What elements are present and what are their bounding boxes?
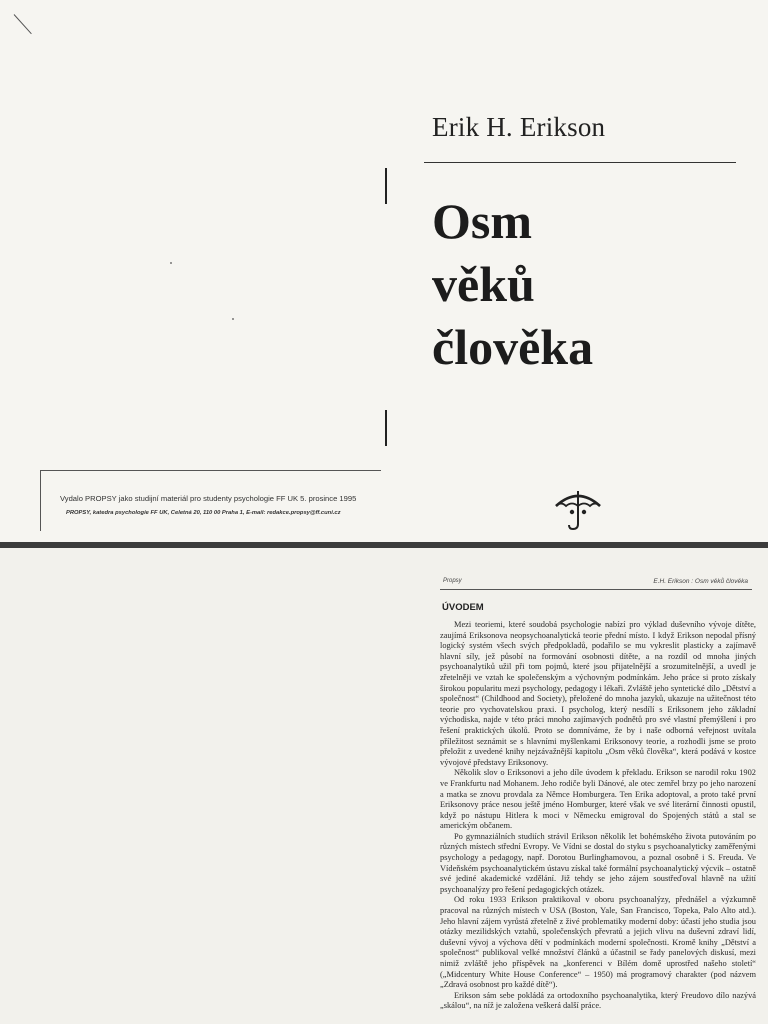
paragraph: Mezi teoriemi, které soudobá psychologie nabízí pro výklad duševního vývoje dítěte, zaujímá Eriksonova neopsychoanalytická teorie přední místo. I když Erikson nepodal přísný logický systém všech svých předpokladů, podařilo se mu vykreslit plasticky a zajímavě hlavní síly, jež působí na formování osobnosti dítěte, a na rozdíl od mnoha jiných psychoanalytiků užil při tom pojmů, které jsou přijatelnější a srozumitelnější, a uvedl je zřetelněji ve vztah ke společenským a výchovným podmínkám. Jeho práce si proto získaly širokou popularitu mezi psychology, pedagogy i lékaři. Zvláště jeho syntetické dílo „Dětství a společnost“ (Childhood and Society), přeložené do mnoha jazyků, ukazuje na užitečnost této teorie pro vychovatelskou praxi. I psycholog, který nesdílí s Eriksonem jeho základní východiska, najde v této práci mnoho zajímavých podnětů pro své vlastní přemýšlení i pro řešení praktických úkolů. Proto se domníváme, že by i naše odborná veřejnost uvítala příležitost seznámit se s hlavními myšlenkami Eriksonovy teorie, a rozhodli jsme se proto přeložit z uvedené knihy nejzávažnější kapitolu „Osm věků člověka“, která podává v kostce vývojové představy Eriksonovy. — [440, 620, 756, 767]
running-header-left: Propsy — [443, 578, 462, 584]
paragraph: Erikson sám sebe pokládá za ortodoxního psychoanalytika, který Freudovo dílo nazývá „skálou“, na níž je založena veškerá další práce. — [440, 990, 756, 1011]
book-title — [432, 190, 593, 379]
colophon-address: PROPSY, katedra psychologie FF UK, Celetná 20, 110 00 Praha 1, E-mail: redakce.propsy@ff.cuni.cz — [66, 510, 341, 516]
scan-speck — [232, 318, 234, 320]
paragraph: Od roku 1933 Erikson praktikoval v oboru psychoanalýzy, přednášel a výzkumně pracoval na různých místech v USA (Boston, Yale, San Francisco, Topeka, Palo Alto atd.). Jeho hlavní zájem vyrůstá zřetelně z živé problematiky moderní doby: účastí jeho studia jsou otázky mezilidských vztahů, společenských převratů a jejich vlivu na duševní zdraví lidí, duševní vývoj a výchova dětí v podmínkách moderní společnosti. Kromě knihy „Dětství a společnost“ publikoval velké množství článků a účastnil se řady panelových diskusí, mezi nimiž zvláště jeho příspěvek na „konferenci v Bílém domě uprostřed našeho století“ („Midcentury White House Conference“ – 1950) má programový charakter (pod názvem „Zdravá osobnost pro každé dítě“). — [440, 895, 756, 990]
text-page — [0, 548, 768, 1024]
header-rule — [440, 589, 752, 590]
margin-bar — [385, 410, 387, 446]
umbrella-logo-icon — [552, 482, 604, 534]
title-line: Osm — [432, 193, 532, 249]
paragraph: Po gymnaziálních studiích strávil Erikson několik let bohémského života putováním po různých místech střední Evropy. Ve Vídni se dostal do styku s psychoanalyticky zaměřenými psychology a pedagogy, např. Dorotou Burlinghamovou, a poznal osobně i S. Freuda. Ve Vídeňském psychoanalytickém ústavu získal také formální psychoanalytický výcvik – ostatně své jediné akademické vzdělání. Již tehdy se jeho zájem soustřeďoval hlavně na užití psychoanalýzy pro řešení pedagogických otázek. — [440, 831, 756, 894]
scan-speck — [170, 262, 172, 264]
section-heading: ÚVODEM — [442, 602, 484, 613]
scan-mark — [14, 14, 32, 34]
margin-bar — [385, 168, 387, 204]
body-text — [440, 620, 756, 1012]
paragraph: Několik slov o Eriksonovi a jeho díle úvodem k překladu. Erikson se narodil roku 1902 ve Frankfurtu nad Mohanem. Jeho rodiče byli Dánové, ale otec zemřel brzy po jeho narození a matka se znovu provdala za Němce Homburgera. Ten Erika adoptoval, a proto také první Eriksonovy práce nesou ještě jméno Homburger, které však ve své literární činnosti opustil, když po nástupu Hitlera k moci v Německu emigroval do Spojených států a stal se americkým občanem. — [440, 768, 756, 831]
title-line: člověka — [432, 319, 594, 375]
author-name: Erik H. Erikson — [432, 112, 606, 142]
title-rule — [424, 162, 736, 163]
colophon-publisher: Vydalo PROPSY jako studijní materiál pro studenty psychologie FF UK 5. prosince 1995 — [60, 494, 357, 503]
running-header-right: E.H. Erikson : Osm věků člověka — [653, 578, 748, 585]
title-line: věků — [432, 256, 535, 312]
